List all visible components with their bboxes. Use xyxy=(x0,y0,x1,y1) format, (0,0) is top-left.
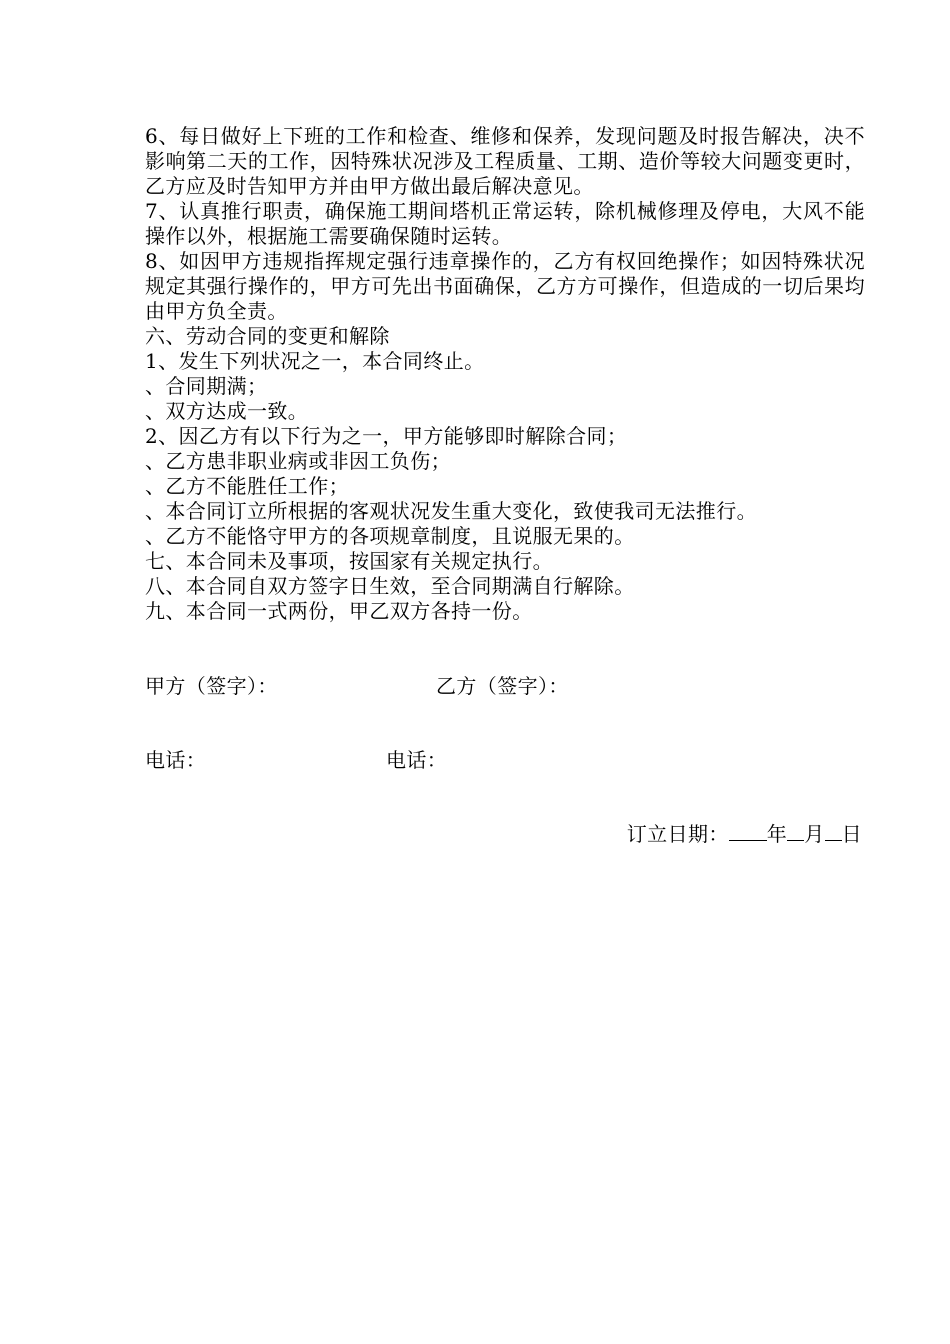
clause-8: 8、如因甲方违规指挥规定强行违章操作的，乙方有权回绝操作；如因特殊状况规定其强行操作的，甲方可先出书面确保，乙方方可操作，但造成的一切后果均由甲方负全责。 xyxy=(145,249,865,323)
termination-item-1: 1、发生下列状况之一，本合同终止。 xyxy=(145,349,485,373)
termination-sub-2: 、双方达成一致。 xyxy=(145,399,309,423)
signing-date xyxy=(627,822,862,847)
dismissal-sub-2: 、乙方不能胜任工作； xyxy=(145,474,349,498)
year-blank xyxy=(729,822,767,841)
month-label: 月 xyxy=(804,822,825,846)
section-7: 七、本合同未及事项，按国家有关规定执行。 xyxy=(145,549,553,573)
party-a-signature-label: 甲方（签字）： xyxy=(145,674,278,698)
section-6-heading: 六、劳动合同的变更和解除 xyxy=(145,324,390,348)
clause-6: 6、每日做好上下班的工作和检查、维修和保养，发现问题及时报告解决，决不影响第二天的工作，因特殊状况涉及工程质量、工期、造价等较大问题变更时，乙方应及时告知甲方并由甲方做出最后解决意见。 xyxy=(145,124,865,198)
termination-sub-1: 、合同期满； xyxy=(145,374,268,398)
document-body xyxy=(145,124,865,624)
date-label: 订立日期： xyxy=(626,822,729,846)
month-blank xyxy=(787,822,804,841)
dismissal-sub-1: 、乙方患非职业病或非因工负伤； xyxy=(145,449,451,473)
section-8: 八、本合同自双方签字日生效，至合同期满自行解除。 xyxy=(145,574,635,598)
dismissal-sub-4: 、乙方不能恪守甲方的各项规章制度，且说服无果的。 xyxy=(145,524,635,548)
party-b-phone-label: 电话： xyxy=(386,748,448,772)
clause-7: 7、认真推行职责，确保施工期间塔机正常运转，除机械修理及停电，大风不能操作以外，根据施工需要确保随时运转。 xyxy=(145,199,865,248)
dismissal-sub-3: 、本合同订立所根据的客观状况发生重大变化，致使我司无法推行。 xyxy=(145,499,757,523)
party-b-signature-label: 乙方（签字）： xyxy=(436,674,569,698)
termination-item-2: 2、因乙方有以下行为之一，甲方能够即时解除合同； xyxy=(145,424,628,448)
day-blank xyxy=(825,822,842,841)
section-9: 九、本合同一式两份，甲乙双方各持一份。 xyxy=(145,599,533,623)
year-label: 年 xyxy=(766,822,788,846)
party-a-phone-label: 电话： xyxy=(145,748,207,772)
day-label: 日 xyxy=(841,822,862,846)
